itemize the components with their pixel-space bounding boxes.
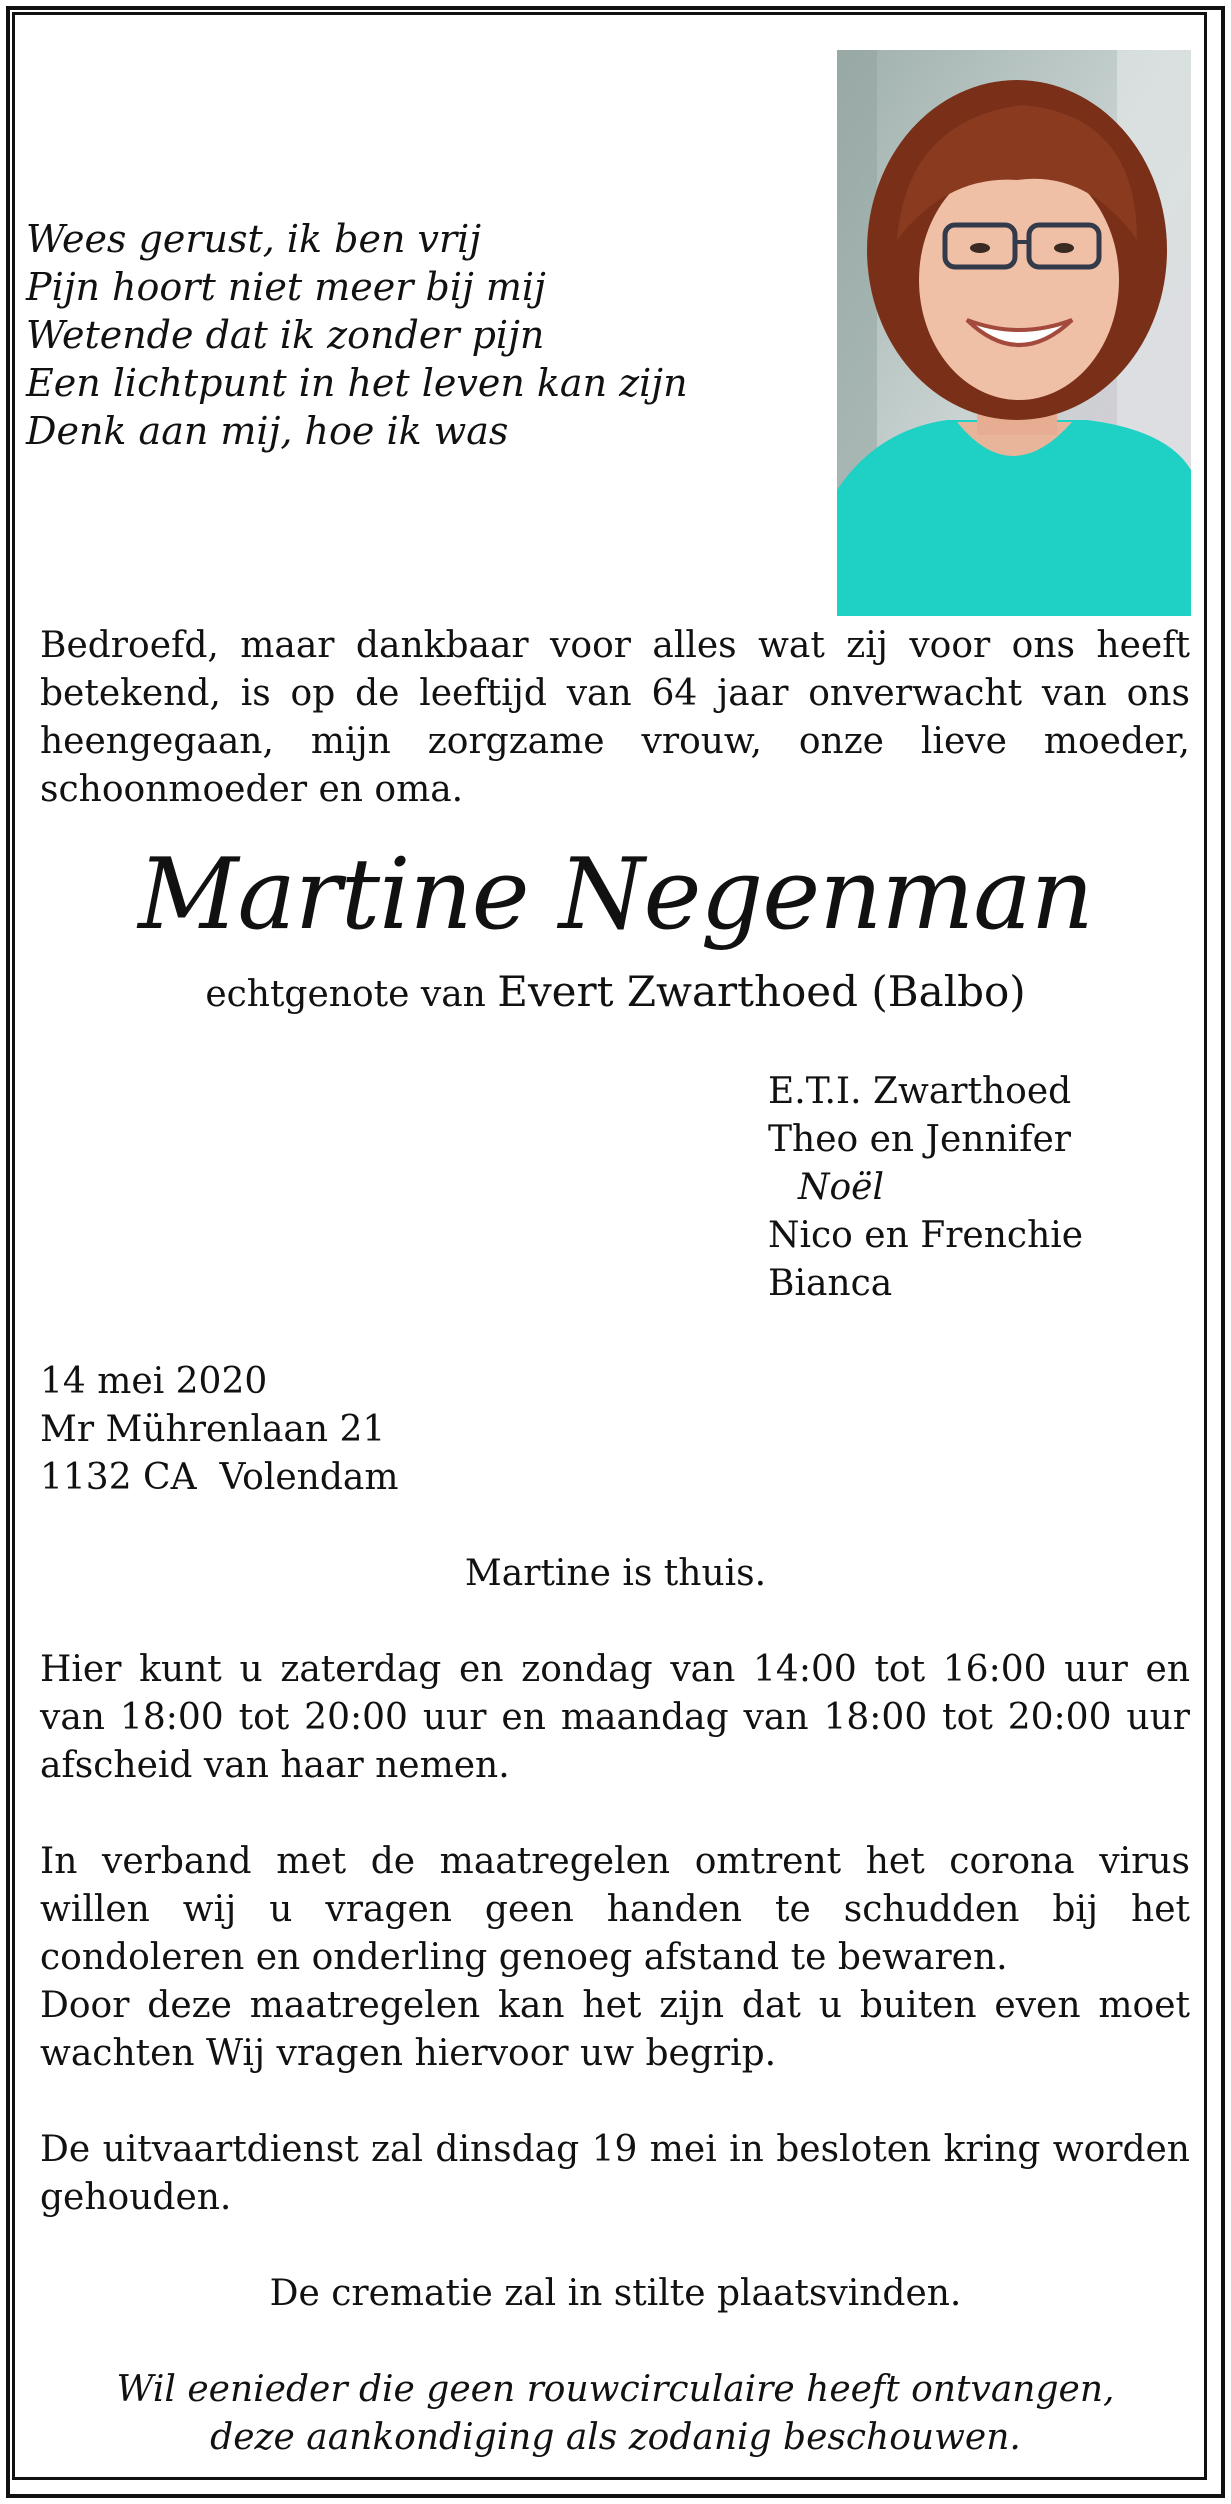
grandchild: Noël	[798, 1167, 884, 1208]
family-member: Bianca	[768, 1263, 893, 1304]
announcement-date: 14 mei 2020	[40, 1361, 268, 1402]
family-member: E.T.I. Zwarthoed	[768, 1071, 1072, 1112]
at-home-notice: Martine is thuis.	[464, 1553, 767, 1594]
poem-line: Denk aan mij, hoe ik was	[26, 409, 509, 453]
poem-line: Wees gerust, ik ben vrij	[26, 217, 482, 261]
deceased-name: Martine Negenman	[138, 838, 1093, 952]
poem-line: Pijn hoort niet meer bij mij	[26, 265, 546, 309]
spouse-prefix: echtgenote van	[205, 974, 486, 1015]
portrait-illustration	[837, 50, 1191, 616]
closing-line: Wil eenieder die geen rouwcirculaire heeft ontvangen,	[116, 2369, 1115, 2410]
poem-line: Wetende dat ik zonder pijn	[26, 313, 545, 357]
family-list	[768, 1068, 1083, 1308]
portrait-photo	[837, 50, 1191, 616]
spouse-line	[0, 968, 1231, 1019]
service-notice: De uitvaartdienst zal dinsdag 19 mei in besloten kring worden gehouden.	[40, 2129, 1190, 2218]
poem-line: Een lichtpunt in het leven kan zijn	[26, 361, 688, 405]
corona-notice: In verband met de maatregelen omtrent het corona virus willen wij u vragen geen handen te schudden bij het condoleren en onderling genoeg afstand te bewaren.	[40, 1841, 1190, 1978]
closing-line: deze aankondiging als zodanig beschouwen.	[210, 2417, 1021, 2458]
visiting-hours: Hier kunt u zaterdag en zondag van 14:00 tot 16:00 uur en van 18:00 tot 20:00 uur en maandag van 18:00 tot 20:00 uur afscheid van haar nemen.	[40, 1649, 1190, 1786]
address-street: Mr Mührenlaan 21	[40, 1409, 386, 1450]
intro-text: Bedroefd, maar dankbaar voor alles wat zij voor ons heeft betekend, is op de leeftijd van 64 jaar onverwacht van ons heengegaan, mijn zorgzame vrouw, onze lieve moeder, schoonmoeder en oma.	[40, 625, 1190, 810]
spouse-name: Evert Zwarthoed (Balbo)	[497, 967, 1026, 1016]
poem	[26, 215, 766, 455]
family-member: Theo en Jennifer	[768, 1119, 1072, 1160]
corona-notice-2: Door deze maatregelen kan het zijn dat u buiten even moet wachten Wij vragen hiervoor uw begrip.	[40, 1985, 1190, 2074]
address-block	[40, 1358, 399, 1502]
closing-note	[0, 2366, 1231, 2462]
family-member: Nico en Frenchie	[768, 1215, 1084, 1256]
address-city: 1132 CA Volendam	[40, 1457, 399, 1498]
cremation-notice: De crematie zal in stilte plaatsvinden.	[269, 2273, 962, 2314]
